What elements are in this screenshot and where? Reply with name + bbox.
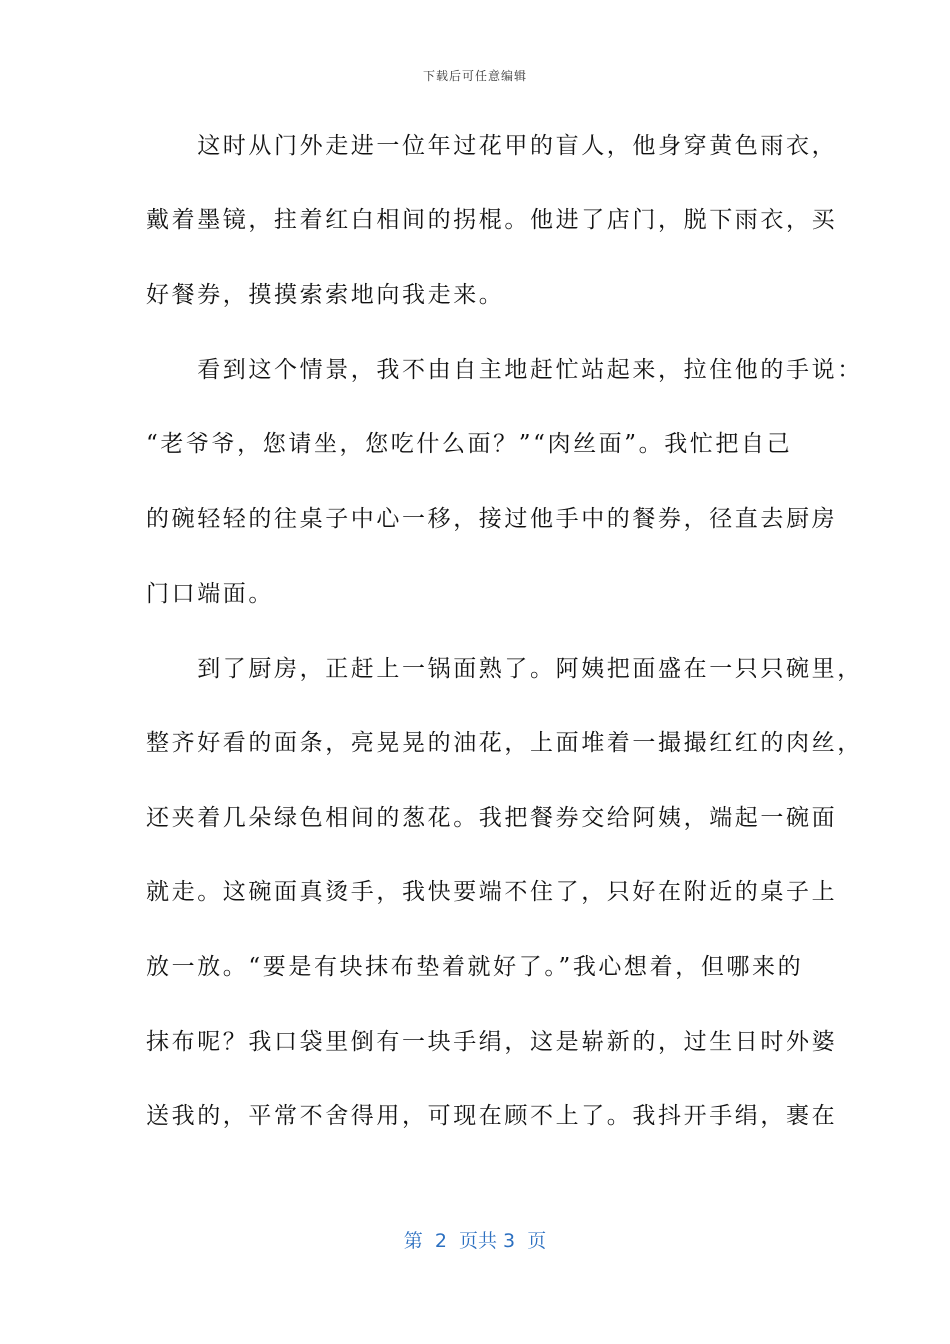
text-line: 还夹着几朵绿色相间的葱花。我把餐券交给阿姨，端起一碗面 xyxy=(146,805,838,831)
text-line: 放一放。“要是有块抹布垫着就好了。”我心想着，但哪来的 xyxy=(146,954,804,980)
text-line: 的碗轻轻的往桌子中心一移，接过他手中的餐券，径直去厨房 xyxy=(146,506,838,532)
text-line: 好餐券，摸摸索索地向我走来。 xyxy=(146,282,505,308)
text-line: 就走。这碗面真烫手，我快要端不住了，只好在附近的桌子上 xyxy=(146,879,838,905)
text-line: 整齐好看的面条，亮晃晃的油花，上面堆着一撮撮红红的肉丝， xyxy=(146,730,863,756)
text-line: 送我的，平常不舍得用，可现在顾不上了。我抖开手绢，裹在 xyxy=(146,1103,838,1129)
text-line: 抹布呢？我口袋里倒有一块手绢，这是崭新的，过生日时外婆 xyxy=(146,1029,838,1055)
text-line: 门口端面。 xyxy=(146,581,274,607)
text-line: “老爷爷，您请坐，您吃什么面？”“肉丝面”。我忙把自己 xyxy=(146,431,793,457)
text-line: 戴着墨镜，拄着红白相间的拐棍。他进了店门，脱下雨衣，买 xyxy=(146,207,838,233)
text-line: 到了厨房，正赶上一锅面熟了。阿姨把面盛在一只只碗里， xyxy=(146,656,863,682)
header-note: 下载后可任意编辑 xyxy=(422,69,527,83)
page-number: 第 2 页共 3 页 xyxy=(403,1230,547,1252)
text-line: 这时从门外走进一位年过花甲的盲人，他身穿黄色雨衣， xyxy=(146,133,838,159)
text-line: 看到这个情景，我不由自主地赶忙站起来，拉住他的手说： xyxy=(146,357,863,383)
